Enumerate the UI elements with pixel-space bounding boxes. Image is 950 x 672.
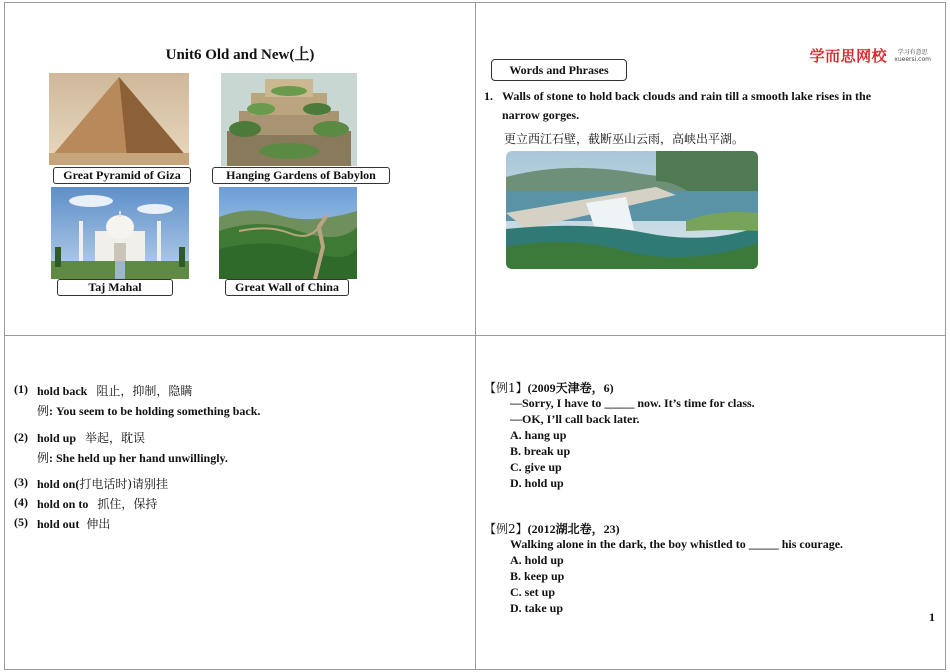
phrase-3 — [37, 475, 168, 492]
example-2-option-b: B. keep up — [510, 569, 565, 583]
caption-wall: Great Wall of China — [225, 279, 349, 296]
example-2-option-d: D. take up — [510, 601, 564, 615]
example-2-option-a: A. hold up — [510, 553, 564, 567]
caption-taj: Taj Mahal — [57, 279, 173, 296]
example-2-header — [484, 520, 620, 537]
item-line-2: narrow gorges. — [502, 108, 580, 122]
phrase-5-number: (5) — [14, 515, 28, 529]
great-wall-photo — [219, 187, 357, 279]
example-2-prefix: 例 — [37, 451, 50, 465]
example-2-option-c: C. set up — [510, 585, 556, 599]
phrase-5-meaning: 伸出 — [86, 517, 111, 531]
xueersi-logo — [810, 45, 931, 66]
example-1-bracket: 【例1】 — [484, 381, 528, 395]
pyramid-photo — [49, 73, 189, 165]
caption-pyramid: Great Pyramid of Giza — [53, 167, 191, 184]
example-1-option-c: C. give up — [510, 460, 562, 474]
section-chip: Words and Phrases — [491, 59, 627, 81]
logo-tagline: 学习有意思 — [897, 48, 928, 56]
phrase-4-number: (4) — [14, 495, 28, 509]
example-2-source: (2012湖北卷，23) — [527, 522, 620, 536]
slide-3 — [4, 335, 476, 670]
caption-gardens: Hanging Gardens of Babylon — [212, 167, 390, 184]
phrase-2-text: hold up — [37, 431, 77, 445]
chinese-translation: 更立西江石壁，截断巫山云雨，高峡出平湖。 — [504, 132, 745, 146]
phrase-5-text: hold out — [37, 517, 80, 531]
hanging-gardens-photo — [221, 73, 357, 166]
item-number: 1. — [484, 89, 493, 103]
item-line-1: Walls of stone to hold back clouds and rain till a smooth lake rises in the — [502, 89, 872, 103]
page-number: 1 — [929, 610, 935, 624]
phrase-2-meaning: 举起，耽误 — [85, 431, 146, 445]
phrase-1-example — [37, 402, 260, 419]
logo-site: xueersi.com — [894, 55, 931, 63]
example-2-question: Walking alone in the dark, the boy whistled to _____ his courage. — [510, 537, 844, 551]
phrase-5 — [37, 515, 110, 532]
example-1-line-1: —Sorry, I have to _____ now. It’s time for class. — [510, 396, 755, 410]
logo-brand: 学而思网校 — [809, 47, 888, 65]
phrase-3-text: hold on( — [37, 477, 80, 491]
phrase-4-meaning: 抓住，保持 — [97, 497, 158, 511]
phrase-1 — [37, 382, 192, 399]
dam-photo — [506, 151, 758, 269]
phrase-1-text: hold back — [37, 384, 88, 398]
example-1-prefix: 例 — [37, 404, 50, 418]
taj-mahal-photo — [51, 187, 189, 279]
phrase-3-number: (3) — [14, 475, 28, 489]
phrase-2-number: (2) — [14, 430, 28, 444]
example-1-option-d: D. hold up — [510, 476, 564, 490]
example-1-line-2: —OK, I’ll call back later. — [510, 412, 640, 426]
slide-4 — [475, 335, 946, 670]
example-2-text: : She held up her hand unwillingly. — [49, 451, 228, 465]
slide-1 — [4, 2, 476, 336]
phrase-4 — [37, 495, 157, 512]
example-1-option-b: B. break up — [510, 444, 571, 458]
example-2-bracket: 【例2】 — [484, 522, 528, 536]
slide-2 — [475, 2, 946, 336]
phrase-1-number: (1) — [14, 382, 28, 396]
example-1-header — [484, 379, 614, 396]
example-1-option-a: A. hang up — [510, 428, 567, 442]
phrase-1-meaning: 阻止，抑制，隐瞒 — [96, 384, 193, 398]
phrase-2-example — [37, 449, 228, 466]
example-1-text: : You seem to be holding something back. — [49, 404, 261, 418]
page-title: Unit6 Old and New(上) — [165, 47, 315, 63]
phrase-4-text: hold on to — [37, 497, 89, 511]
phrase-2 — [37, 429, 145, 446]
phrase-3-meaning: 打电话时)请别挂 — [79, 477, 169, 491]
example-1-source: (2009天津卷，6) — [527, 381, 614, 395]
